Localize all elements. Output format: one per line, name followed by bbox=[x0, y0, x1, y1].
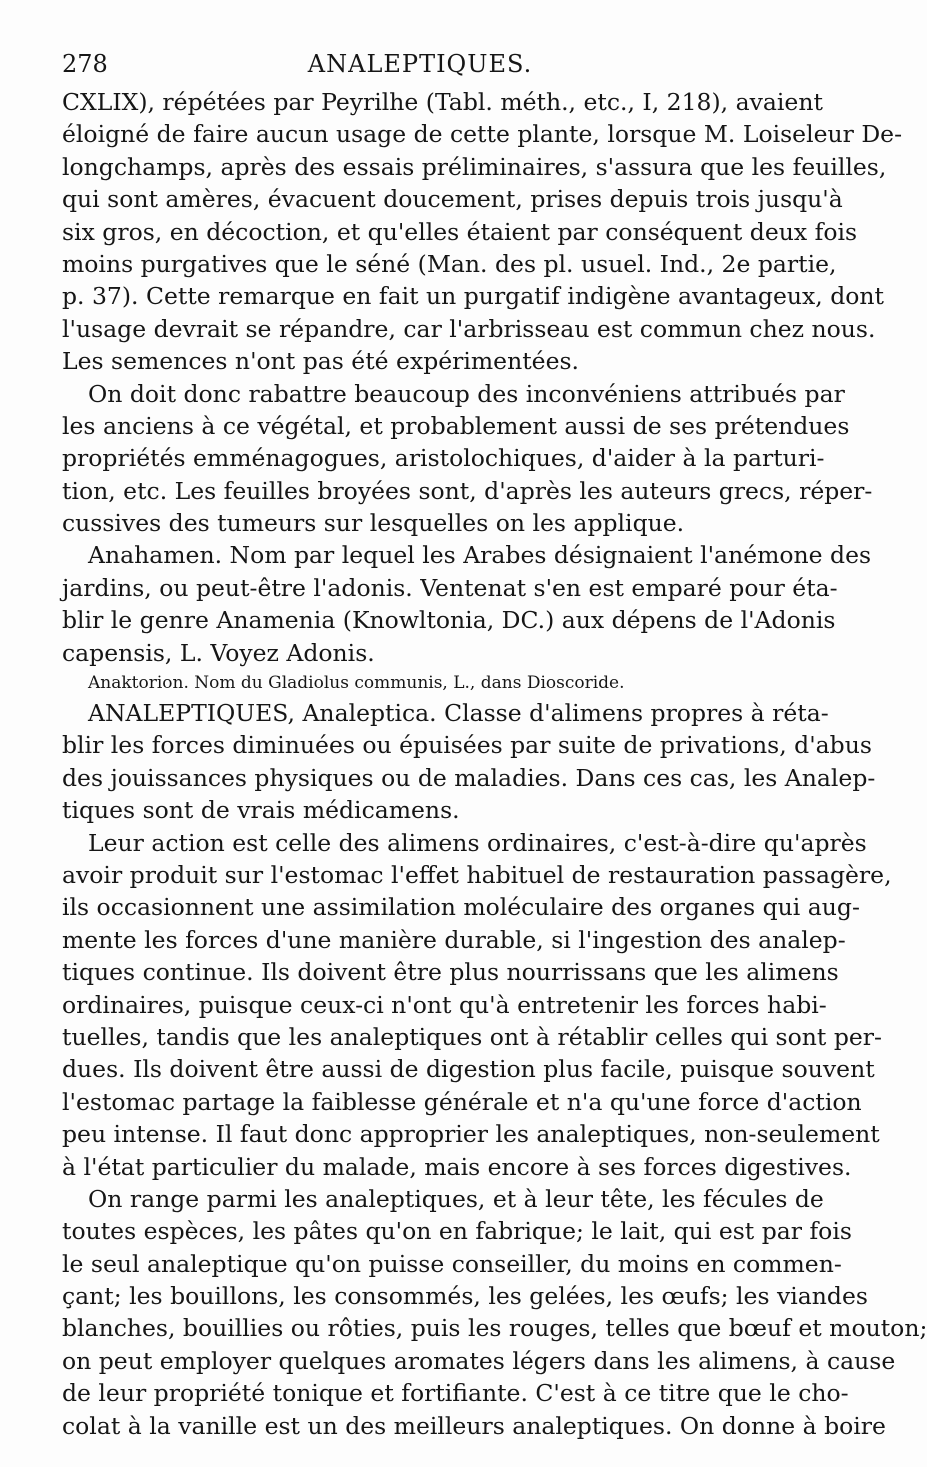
text-line: les anciens à ce végétal, et probablement aussi de ses prétendues bbox=[62, 411, 850, 440]
text-line: toutes espèces, les pâtes qu'on en fabrique; le lait, qui est par fois bbox=[62, 1217, 852, 1246]
text-line: l'usage devrait se répandre, car l'arbrisseau est commun chez nous. bbox=[62, 314, 876, 343]
body-text bbox=[62, 86, 927, 1442]
running-title: ANALEPTIQUES. bbox=[307, 50, 533, 78]
text-line: ordinaires, puisque ceux-ci n'ont qu'à entretenir les forces habi- bbox=[62, 990, 827, 1019]
text-line: des jouissances physiques ou de maladies. Dans ces cas, les Analep- bbox=[62, 763, 876, 792]
text-line: tuelles, tandis que les analeptiques ont à rétablir celles qui sont per- bbox=[62, 1022, 882, 1051]
text-line: jardins, ou peut-être l'adonis. Ventenat s'en est emparé pour éta- bbox=[62, 573, 838, 602]
text-line: mente les forces d'une manière durable, si l'ingestion des analep- bbox=[62, 925, 846, 954]
text-line: On range parmi les analeptiques, et à leur tête, les fécules de bbox=[88, 1184, 824, 1213]
text-block-entries bbox=[62, 86, 903, 669]
page-header bbox=[62, 50, 778, 86]
text-line: tiques sont de vrais médicamens. bbox=[62, 796, 460, 825]
text-line: cussives des tumeurs sur lesquelles on les applique. bbox=[62, 509, 685, 538]
text-line: Les semences n'ont pas été expérimentées. bbox=[62, 347, 580, 376]
text-line: p. 37). Cette remarque en fait un purgatif indigène avantageux, dont bbox=[62, 282, 884, 311]
text-line: moins purgatives que le séné (Man. des pl. usuel. Ind., 2e partie, bbox=[62, 249, 837, 278]
text-line: blir les forces diminuées ou épuisées par suite de privations, d'abus bbox=[62, 731, 872, 760]
text-line: çant; les bouillons, les consommés, les gelées, les œufs; les viandes bbox=[62, 1282, 868, 1311]
text-line: Anahamen. Nom par lequel les Arabes désignaient l'anémone des bbox=[88, 541, 872, 570]
text-line: six gros, en décoction, et qu'elles étaient par conséquent deux fois bbox=[62, 217, 858, 246]
text-line: à l'état particulier du malade, mais encore à ses forces digestives. bbox=[62, 1152, 852, 1181]
page-number: 278 bbox=[62, 50, 108, 78]
text-line: capensis, L. Voyez Adonis. bbox=[62, 638, 375, 667]
text-line: On doit donc rabattre beaucoup des inconvéniens attribués par bbox=[88, 379, 845, 408]
text-line: on peut employer quelques aromates légers dans les alimens, à cause bbox=[62, 1346, 896, 1375]
text-line: tiques continue. Ils doivent être plus nourrissans que les alimens bbox=[62, 958, 839, 987]
text-line: qui sont amères, évacuent doucement, prises depuis trois jusqu'à bbox=[62, 185, 843, 214]
text-line: de leur propriété tonique et fortifiante. C'est à ce titre que le cho- bbox=[62, 1379, 849, 1408]
text-line: ANALEPTIQUES, Analeptica. Classe d'alimens propres à réta- bbox=[88, 699, 829, 728]
text-line: dues. Ils doivent être aussi de digestion plus facile, puisque souvent bbox=[62, 1055, 875, 1084]
small-entry-anaktorion: Anaktorion. Nom du Gladiolus communis, L., dans Dioscoride. bbox=[88, 673, 625, 694]
text-line: ils occasionnent une assimilation moléculaire des organes qui aug- bbox=[62, 893, 860, 922]
text-line: CXLIX), répétées par Peyrilhe (Tabl. méth., etc., I, 218), avaient bbox=[62, 88, 823, 116]
text-line: colat à la vanille est un des meilleurs analeptiques. On donne à boire bbox=[62, 1411, 886, 1440]
text-block-analeptiques bbox=[62, 697, 927, 1442]
text-line: blanches, bouillies ou rôties, puis les rouges, telles que bœuf et mouton; bbox=[62, 1314, 927, 1343]
text-line: tion, etc. Les feuilles broyées sont, d'après les auteurs grecs, réper- bbox=[62, 476, 873, 505]
text-line: propriétés emménagogues, aristolochiques, d'aider à la parturi- bbox=[62, 444, 825, 473]
text-line: avoir produit sur l'estomac l'effet habituel de restauration passagère, bbox=[62, 860, 892, 889]
text-line: longchamps, après des essais préliminaires, s'assura que les feuilles, bbox=[62, 152, 887, 181]
text-line: le seul analeptique qu'on puisse conseiller, du moins en commen- bbox=[62, 1249, 842, 1278]
text-line: l'estomac partage la faiblesse générale et n'a qu'une force d'action bbox=[62, 1087, 862, 1116]
text-line: éloigné de faire aucun usage de cette plante, lorsque M. Loiseleur De- bbox=[62, 120, 903, 149]
text-line: blir le genre Anamenia (Knowltonia, DC.) aux dépens de l'Adonis bbox=[62, 606, 836, 635]
text-line: Leur action est celle des alimens ordinaires, c'est-à-dire qu'après bbox=[88, 828, 867, 857]
text-line: peu intense. Il faut donc approprier les analeptiques, non-seulement bbox=[62, 1120, 880, 1149]
